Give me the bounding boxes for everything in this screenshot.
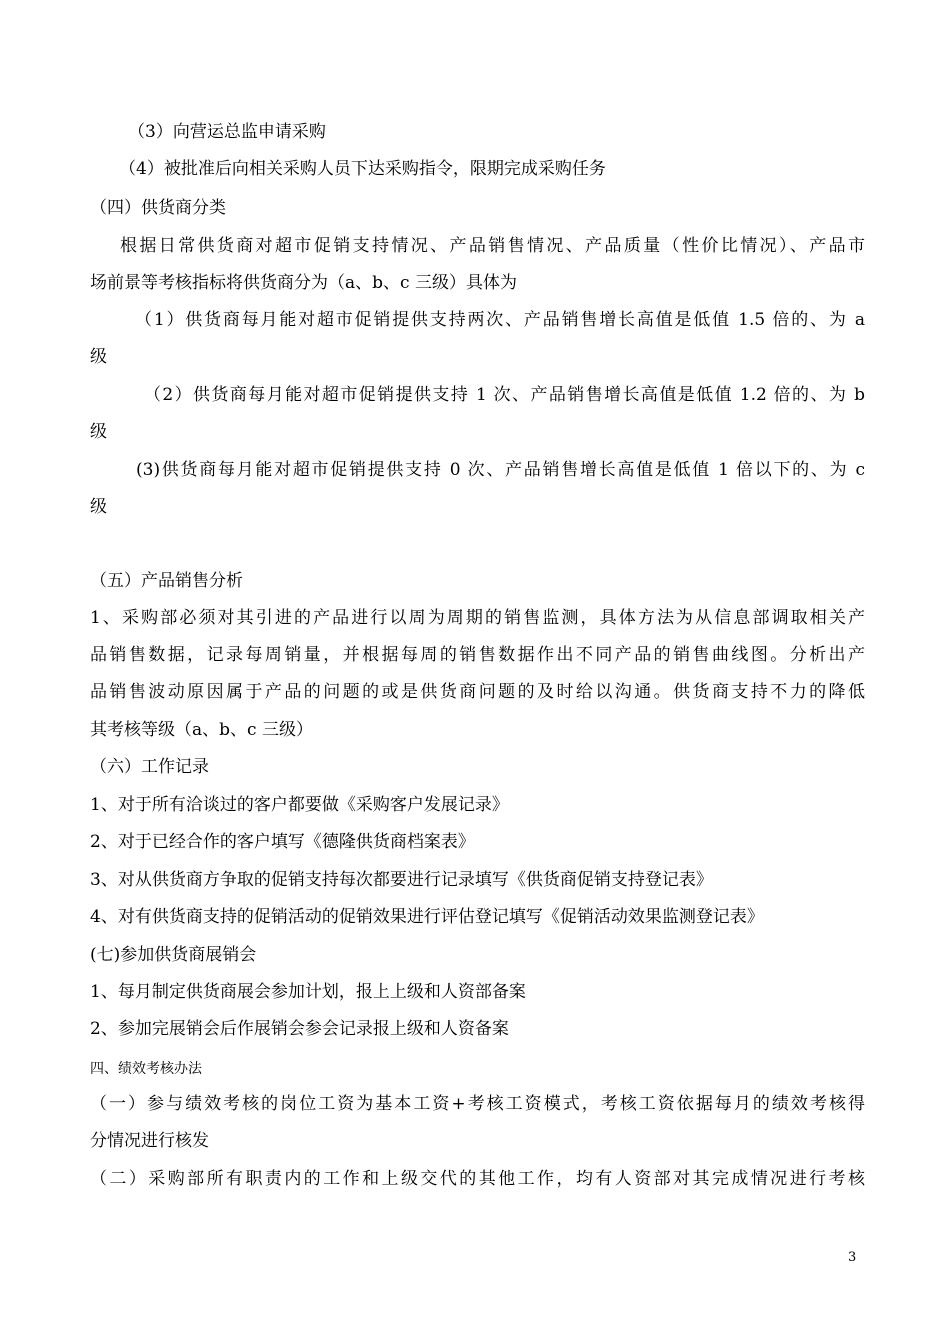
text-line: （2）供货商每月能对超市促销提供支持 1 次、产品销售增长高值是低值 1.2 倍的、为 b [144, 385, 865, 405]
text-line: 品销售数据，记录每周销量，并根据每周的销售数据作出不同产品的销售曲线图。分析出产 [90, 645, 865, 665]
text-line: （二）采购部所有职责内的工作和上级交代的其他工作，均有人资部对其完成情况进行考核 [90, 1169, 865, 1189]
section-heading: （六）工作记录 [90, 757, 209, 777]
text-line: 2、对于已经合作的客户填写《德隆供货商档案表》 [90, 832, 475, 852]
text-line: 3、对从供货商方争取的促销支持每次都要进行记录填写《供货商促销支持登记表》 [90, 870, 713, 890]
text-line: 级 [90, 422, 107, 442]
section-heading: （五）产品销售分析 [90, 571, 243, 591]
text-line: 2、参加完展销会后作展销会参会记录报上级和人资备案 [90, 1019, 509, 1039]
text-line: 根据日常供货商对超市促销支持情况、产品销售情况、产品质量（性价比情况）、产品市 [120, 236, 865, 256]
text-line: 品销售波动原因属于产品的问题的或是供货商问题的及时给以沟通。供货商支持不力的降低 [90, 682, 865, 702]
text-line: 场前景等考核指标将供货商分为（a、b、c 三级）具体为 [90, 273, 517, 293]
text-line: 分情况进行核发 [90, 1131, 209, 1151]
text-line: 1、采购部必须对其引进的产品进行以周为周期的销售监测，具体方法为从信息部调取相关产 [90, 608, 865, 628]
page-number: 3 [848, 1250, 857, 1265]
text-line: （3）向营运总监申请采购 [128, 122, 326, 142]
section-heading: （四）供货商分类 [90, 198, 226, 218]
text-line: （4）被批准后向相关采购人员下达采购指令，限期完成采购任务 [119, 159, 606, 179]
text-line: 级 [90, 497, 107, 517]
text-line: 4、对有供货商支持的促销活动的促销效果进行评估登记填写《促销活动效果监测登记表》 [90, 907, 764, 927]
text-line: （1）供货商每月能对超市促销提供支持两次、产品销售增长高值是低值 1.5 倍的、为 a [135, 310, 865, 330]
main-heading: 四、绩效考核办法 [90, 1061, 202, 1077]
text-line: (3)供货商每月能对超市促销提供支持 0 次、产品销售增长高值是低值 1 倍以下的、为 c [136, 460, 865, 480]
section-heading: (七)参加供货商展销会 [90, 945, 257, 965]
text-line: 1、对于所有洽谈过的客户都要做《采购客户发展记录》 [90, 795, 509, 815]
text-line: （一）参与绩效考核的岗位工资为基本工资+考核工资模式，考核工资依据每月的绩效考核得 [90, 1094, 865, 1114]
text-line: 级 [90, 347, 107, 367]
text-line: 1、每月制定供货商展会参加计划，报上上级和人资部备案 [90, 982, 526, 1002]
text-line: 其考核等级（a、b、c 三级） [90, 720, 313, 740]
